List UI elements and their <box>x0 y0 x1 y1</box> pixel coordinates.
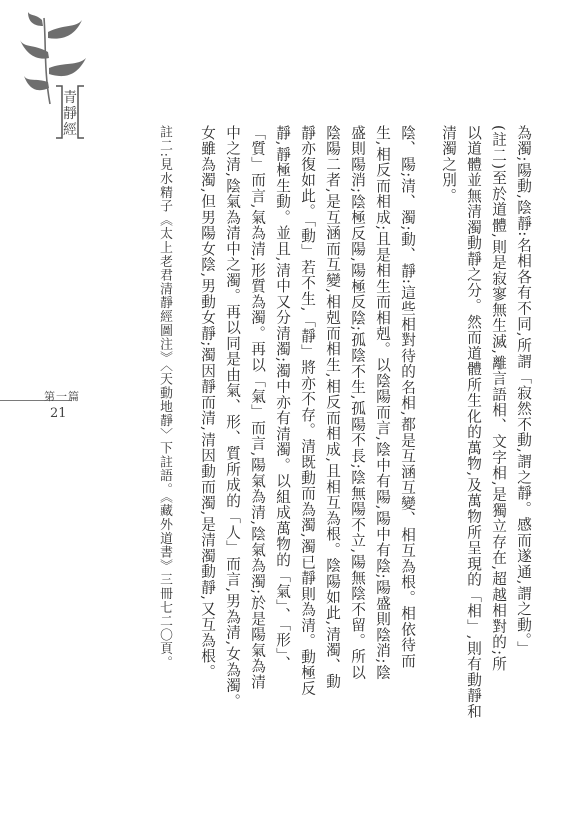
text-column: (註二)至於道體,則是寂寥無生滅,離言語相、文字相,是獨立存在,超越相對的;所 <box>490 125 507 672</box>
book-title-char-3: 經 <box>63 122 77 138</box>
text-column: 靜,靜極生動。並且,清中又分清濁;濁中亦有清濁。以組成萬物的「氣」、「形」、 <box>274 125 291 672</box>
text-column: 生,相反而相成;且是相生而相剋。以陰陽而言,陰中有陽,陽中有陰;陽盛則陰消;陰 <box>374 125 391 681</box>
text-column: 「質」而言,氣為清,形質為濁。再以「氣」而言,陽氣為清,陰氣為濁;於是陽氣為清 <box>249 125 266 690</box>
bracket-left <box>56 86 62 138</box>
text-column: 靜亦復如此。「動」若不生,「靜」將亦不存。清既動而為濁,濁已靜則為清。動極反 <box>299 125 316 697</box>
footnote: 註二:見水精子《太上老君清靜經圖注》〈天動地靜〉下註語。《藏外道書》三冊七二〇頁。 <box>157 125 172 670</box>
book-title-char-1: 青 <box>63 90 77 106</box>
text-column: 陰陽二者,是互涵而互變,相剋而相生,相反而相成,且相互為根。陰陽如此,清濁、動 <box>324 125 341 690</box>
section-label: 第一篇 <box>44 390 80 403</box>
book-title-char-2: 靜 <box>63 106 77 122</box>
text-column: 為濁;陽動,陰靜:名相各有不同,所謂「寂然不動,謂之靜。感而遂通,謂之動。」 <box>515 125 532 657</box>
text-column: 盛則陽消;陰極反陽,陽極反陰;孤陰不生,孤陽不長;陰無陽不立,陽無陰不留。所以 <box>349 125 366 681</box>
book-emblem <box>18 12 98 152</box>
bracket-right <box>78 86 84 138</box>
text-column: 中之清,陰氣為清中之濁。再以同是由氣、形、質所成的「人」而言,男為清,女為濁。 <box>224 125 241 710</box>
text-column: 清濁之別。 <box>440 125 457 204</box>
body-text <box>144 125 536 765</box>
text-column: 陰、陽;清、濁;動、靜:這些相對待的名相,都是互涵互變、相互為根。相依待而 <box>399 125 416 669</box>
page-number: 21 <box>50 406 67 421</box>
text-column: 女雖為濁,但男陽女陰,男動女靜;濁因靜而清,清因動而濁,是清濁動靜,又互為根。 <box>199 125 216 680</box>
text-column: 以道體並無清濁動靜之分。然而道體所生化的萬物,及萬物所呈現的「相」,則有動靜和 <box>465 125 482 720</box>
